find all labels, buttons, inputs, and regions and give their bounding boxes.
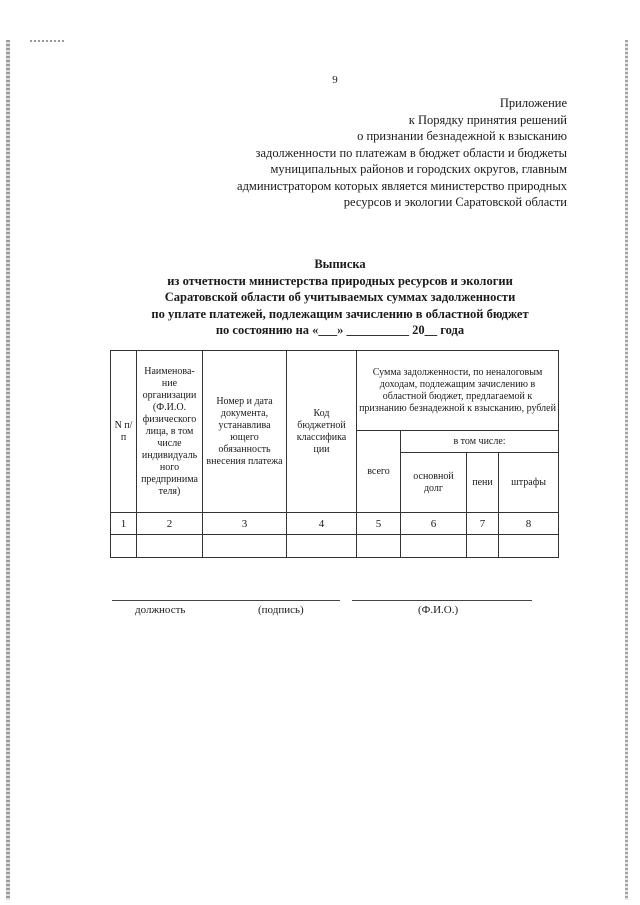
header-penalty: пени [467, 453, 499, 513]
title-line: Выписка [314, 257, 366, 271]
label-signature: (подпись) [258, 604, 304, 616]
report-table [110, 350, 559, 558]
appendix-line: ресурсов и экологии Саратовской области [343, 195, 567, 209]
table-cell [287, 535, 357, 558]
title-line: Саратовской области об учитываемых суммах задолженности [164, 290, 516, 304]
header-including: в том числе: [401, 431, 559, 453]
table-cell [111, 535, 137, 558]
document-title [110, 256, 570, 339]
appendix-line: муниципальных районов и городских округов, главным [270, 162, 567, 176]
header-num: N п/п [111, 351, 137, 513]
empty-data-row [111, 535, 559, 558]
title-line: по уплате платежей, подлежащим зачислению в областной бюджет [151, 306, 529, 321]
header-fines: штрафы [499, 453, 559, 513]
label-position: должность [135, 604, 186, 616]
header-main-debt: основной долг [401, 453, 467, 513]
table-cell [467, 535, 499, 558]
column-number: 3 [203, 513, 287, 535]
column-number: 8 [499, 513, 559, 535]
header-total: всего [357, 431, 401, 513]
column-number: 7 [467, 513, 499, 535]
scan-mark [30, 40, 66, 42]
column-number: 1 [111, 513, 137, 535]
appendix-block [147, 95, 567, 211]
table-cell [357, 535, 401, 558]
appendix-line: задолженности по платежам в бюджет области и бюджеты [255, 145, 567, 160]
scan-edge-left [6, 40, 10, 900]
header-debt-sum: Сумма задолженности, по неналоговым доходам, подлежащим зачислению в областной бюджет, предлагаемой к признанию безнадежной к взысканию, рублей [357, 351, 559, 431]
title-line: по состоянию на «___» __________ 20__ года [215, 323, 465, 337]
page-number: 9 [332, 74, 338, 86]
table-cell [401, 535, 467, 558]
scan-edge-right [625, 40, 628, 900]
table-cell [137, 535, 203, 558]
column-number: 5 [357, 513, 401, 535]
column-number: 4 [287, 513, 357, 535]
header-budget-code: Код бюджетной классифика ции [287, 351, 357, 513]
label-full-name: (Ф.И.О.) [418, 604, 459, 616]
table-cell [499, 535, 559, 558]
column-number: 6 [401, 513, 467, 535]
column-numbers-row [111, 513, 559, 535]
signature-line-right [352, 600, 532, 601]
header-organization: Наименова-ние организации (Ф.И.О. физического лица, в том числе индивидуаль ного предпринима теля) [137, 351, 203, 513]
title-line: из отчетности министерства природных ресурсов и экологии [167, 273, 513, 288]
header-document: Номер и дата документа, устанавлива ющего обязанность внесения платежа [203, 351, 287, 513]
appendix-line: администратором которых является министерство природных [237, 178, 567, 193]
appendix-line: к Порядку принятия решений [408, 112, 567, 127]
table-cell [203, 535, 287, 558]
appendix-line: Приложение [499, 96, 567, 110]
column-number: 2 [137, 513, 203, 535]
appendix-line: о признании безнадежной к взысканию [357, 129, 567, 143]
signature-line-left [112, 600, 340, 601]
